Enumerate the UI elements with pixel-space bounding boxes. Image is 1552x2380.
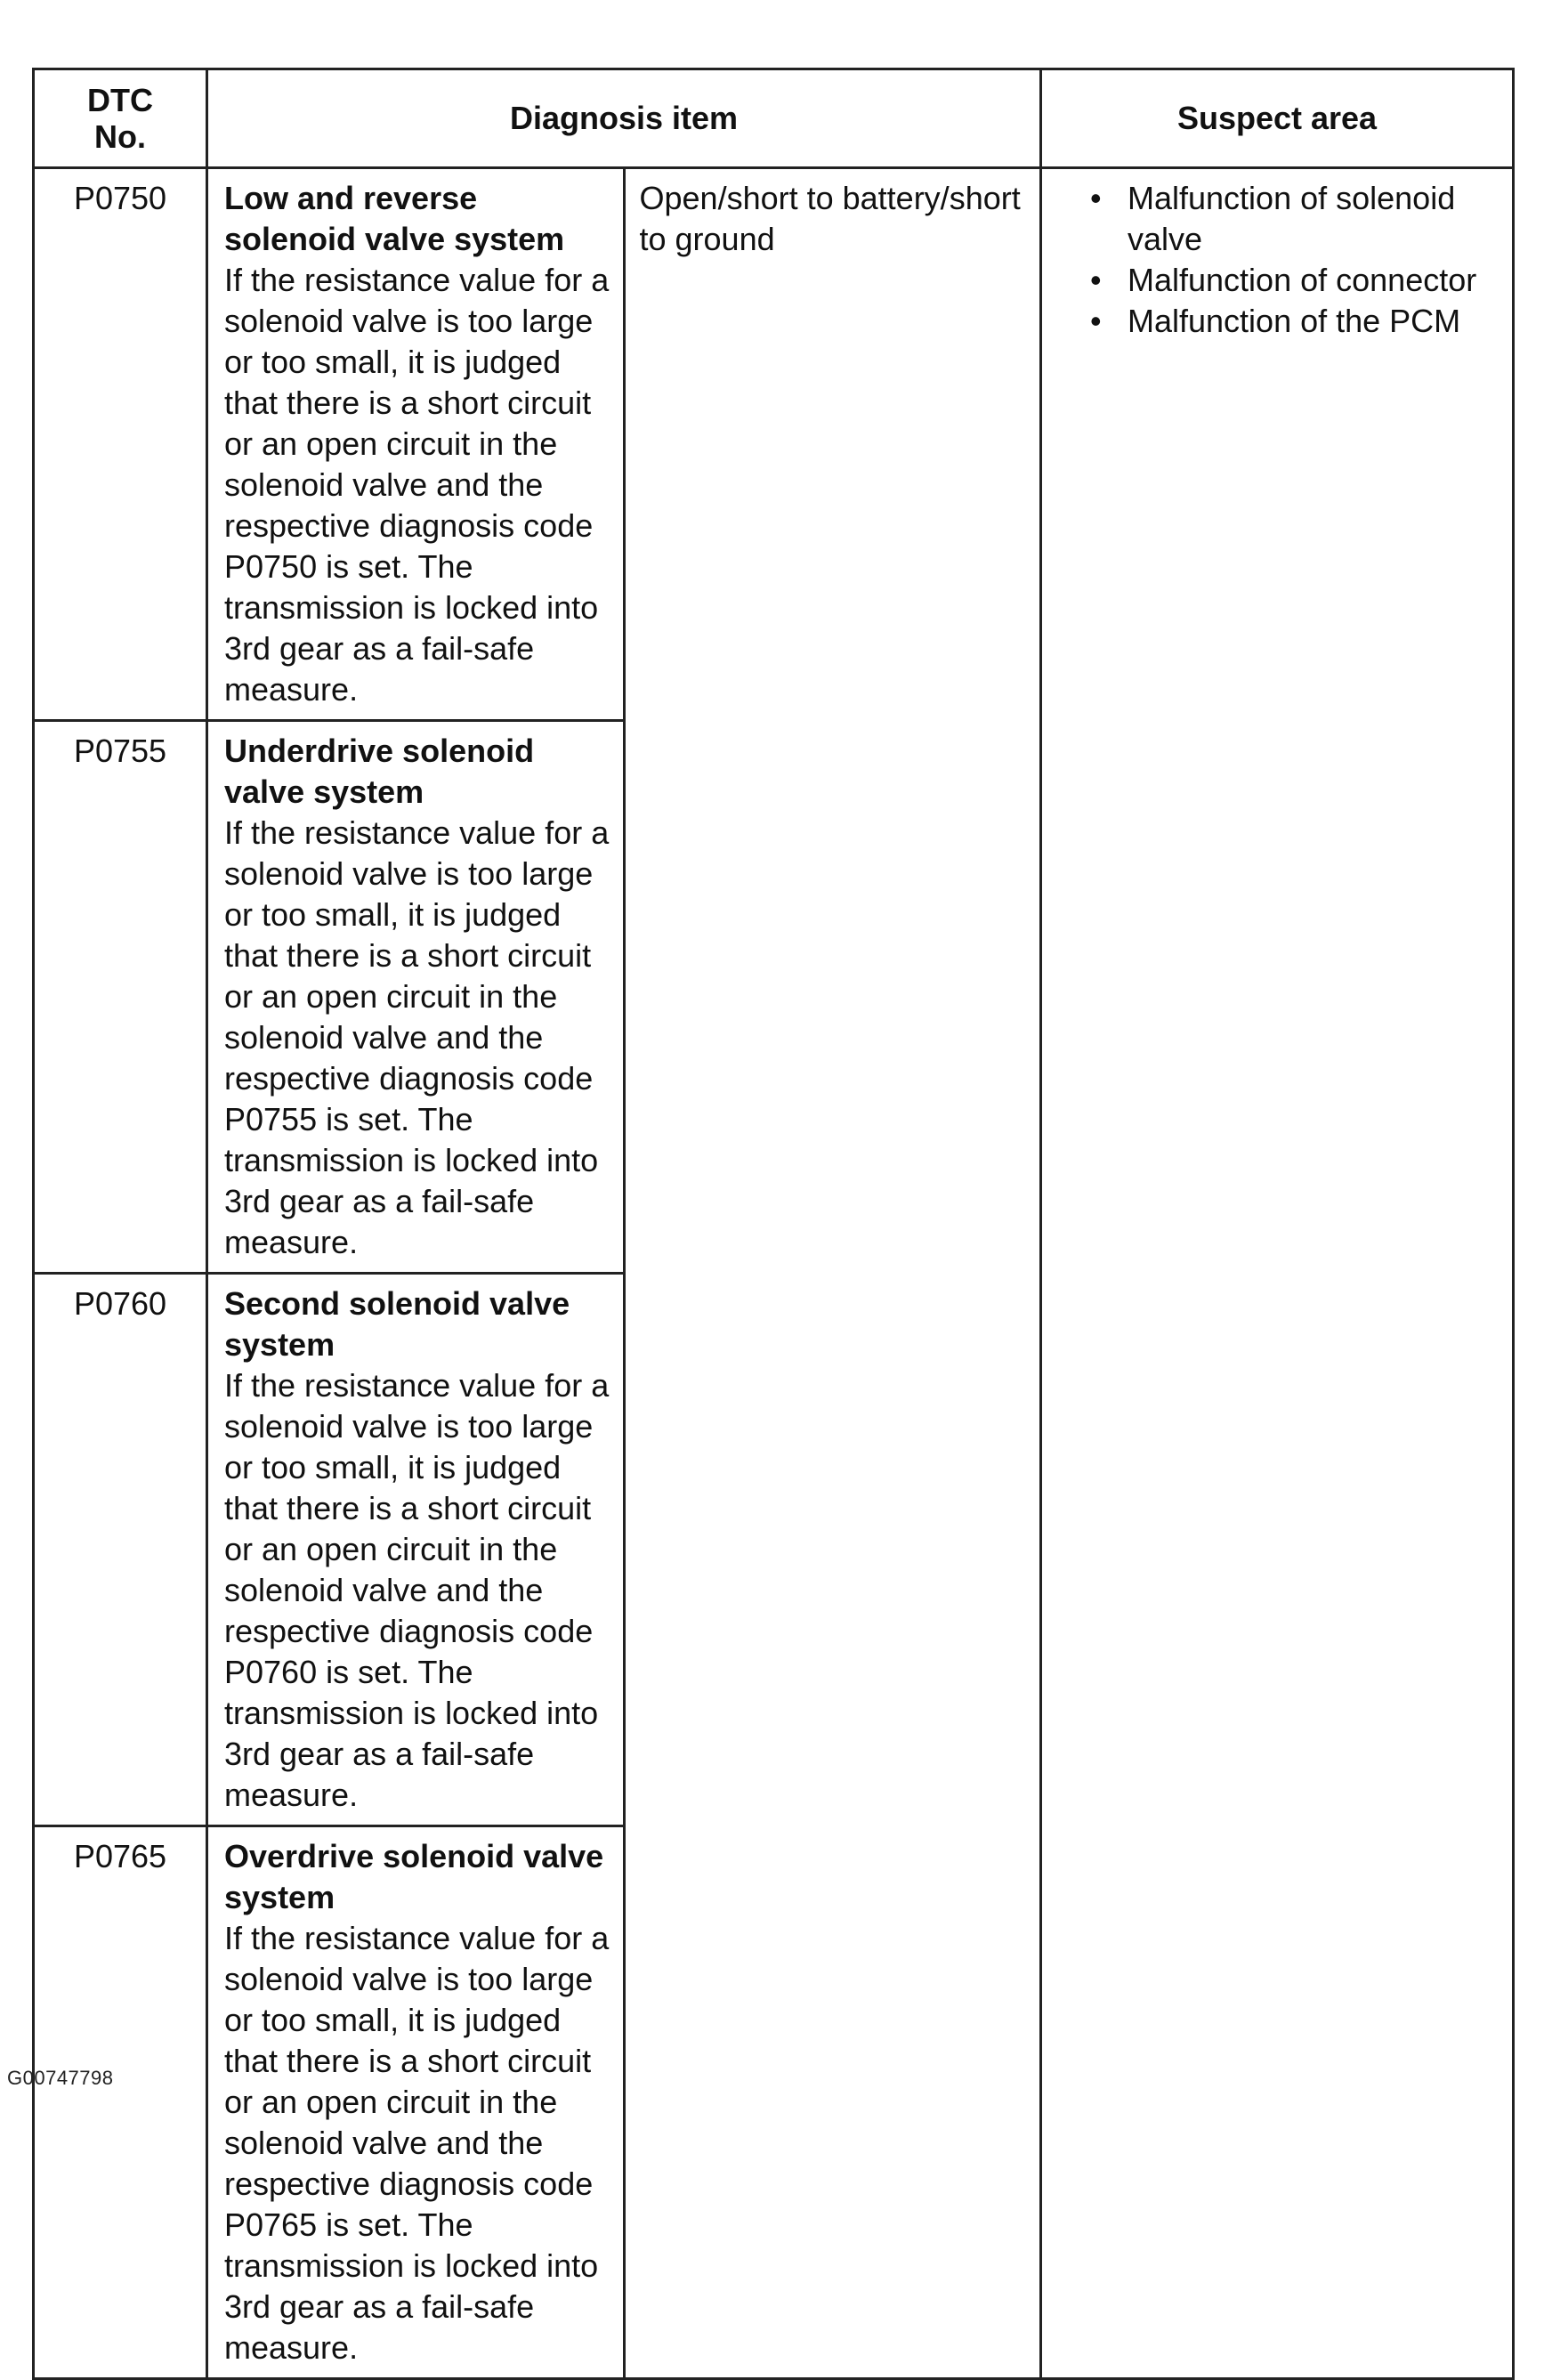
diagnosis-body: If the resistance value for a solenoid valve is too large or too small, it is judged that there is a short circuit or an open circuit in the solenoid valve and the respective diagnosis code P0755 is set. The transmission is locked into 3rd gear as a fail-safe measure. (224, 814, 610, 1260)
dtc-code: P0755 (34, 721, 207, 1274)
suspect-list (1090, 178, 1498, 342)
suspect-item: • Malfunction of the PCM (1090, 301, 1498, 342)
dtc-table (32, 68, 1515, 2380)
header-suspect-area: Suspect area (1041, 69, 1514, 168)
diagnosis-title: Second solenoid valve system (224, 1285, 570, 1363)
diagnosis-body: If the resistance value for a solenoid valve is too large or too small, it is judged that there is a short circuit or an open circuit in the solenoid valve and the respective diagnosis code P0765 is set. The transmission is locked into 3rd gear as a fail-safe measure. (224, 1920, 610, 2366)
suspect-area-cell (1041, 168, 1514, 2379)
diagnosis-title: Underdrive solenoid valve system (224, 733, 535, 810)
table-row (34, 168, 1514, 721)
suspect-item: • Malfunction of solenoid valve (1090, 178, 1498, 260)
diagnosis-body: If the resistance value for a solenoid valve is too large or too small, it is judged that there is a short circuit or an open circuit in the solenoid valve and the respective diagnosis code P0750 is set. The transmission is locked into 3rd gear as a fail-safe measure. (224, 262, 610, 708)
dtc-code: P0765 (34, 1826, 207, 2379)
diagnosis-description (207, 168, 625, 721)
diagnosis-title: Overdrive solenoid valve system (224, 1838, 604, 1915)
header-dtc-line2: No. (94, 118, 146, 155)
header-diagnosis-item: Diagnosis item (207, 69, 1041, 168)
diagnosis-description (207, 721, 625, 1274)
diagnosis-description (207, 1826, 625, 2379)
dtc-code: P0760 (34, 1274, 207, 1826)
suspect-item: • Malfunction of connector (1090, 260, 1498, 301)
dtc-code: P0750 (34, 168, 207, 721)
header-dtc-line1: DTC (87, 81, 153, 118)
diagnosis-condition: Open/short to battery/short to ground (624, 168, 1041, 2379)
diagnosis-description (207, 1274, 625, 1826)
diagnosis-title: Low and reverse solenoid valve system (224, 180, 565, 257)
header-dtc-no (34, 69, 207, 168)
figure-id: G00747798 (7, 2067, 114, 2089)
header-row (34, 69, 1514, 168)
diagnosis-body: If the resistance value for a solenoid valve is too large or too small, it is judged that there is a short circuit or an open circuit in the solenoid valve and the respective diagnosis code P0760 is set. The transmission is locked into 3rd gear as a fail-safe measure. (224, 1367, 610, 1813)
